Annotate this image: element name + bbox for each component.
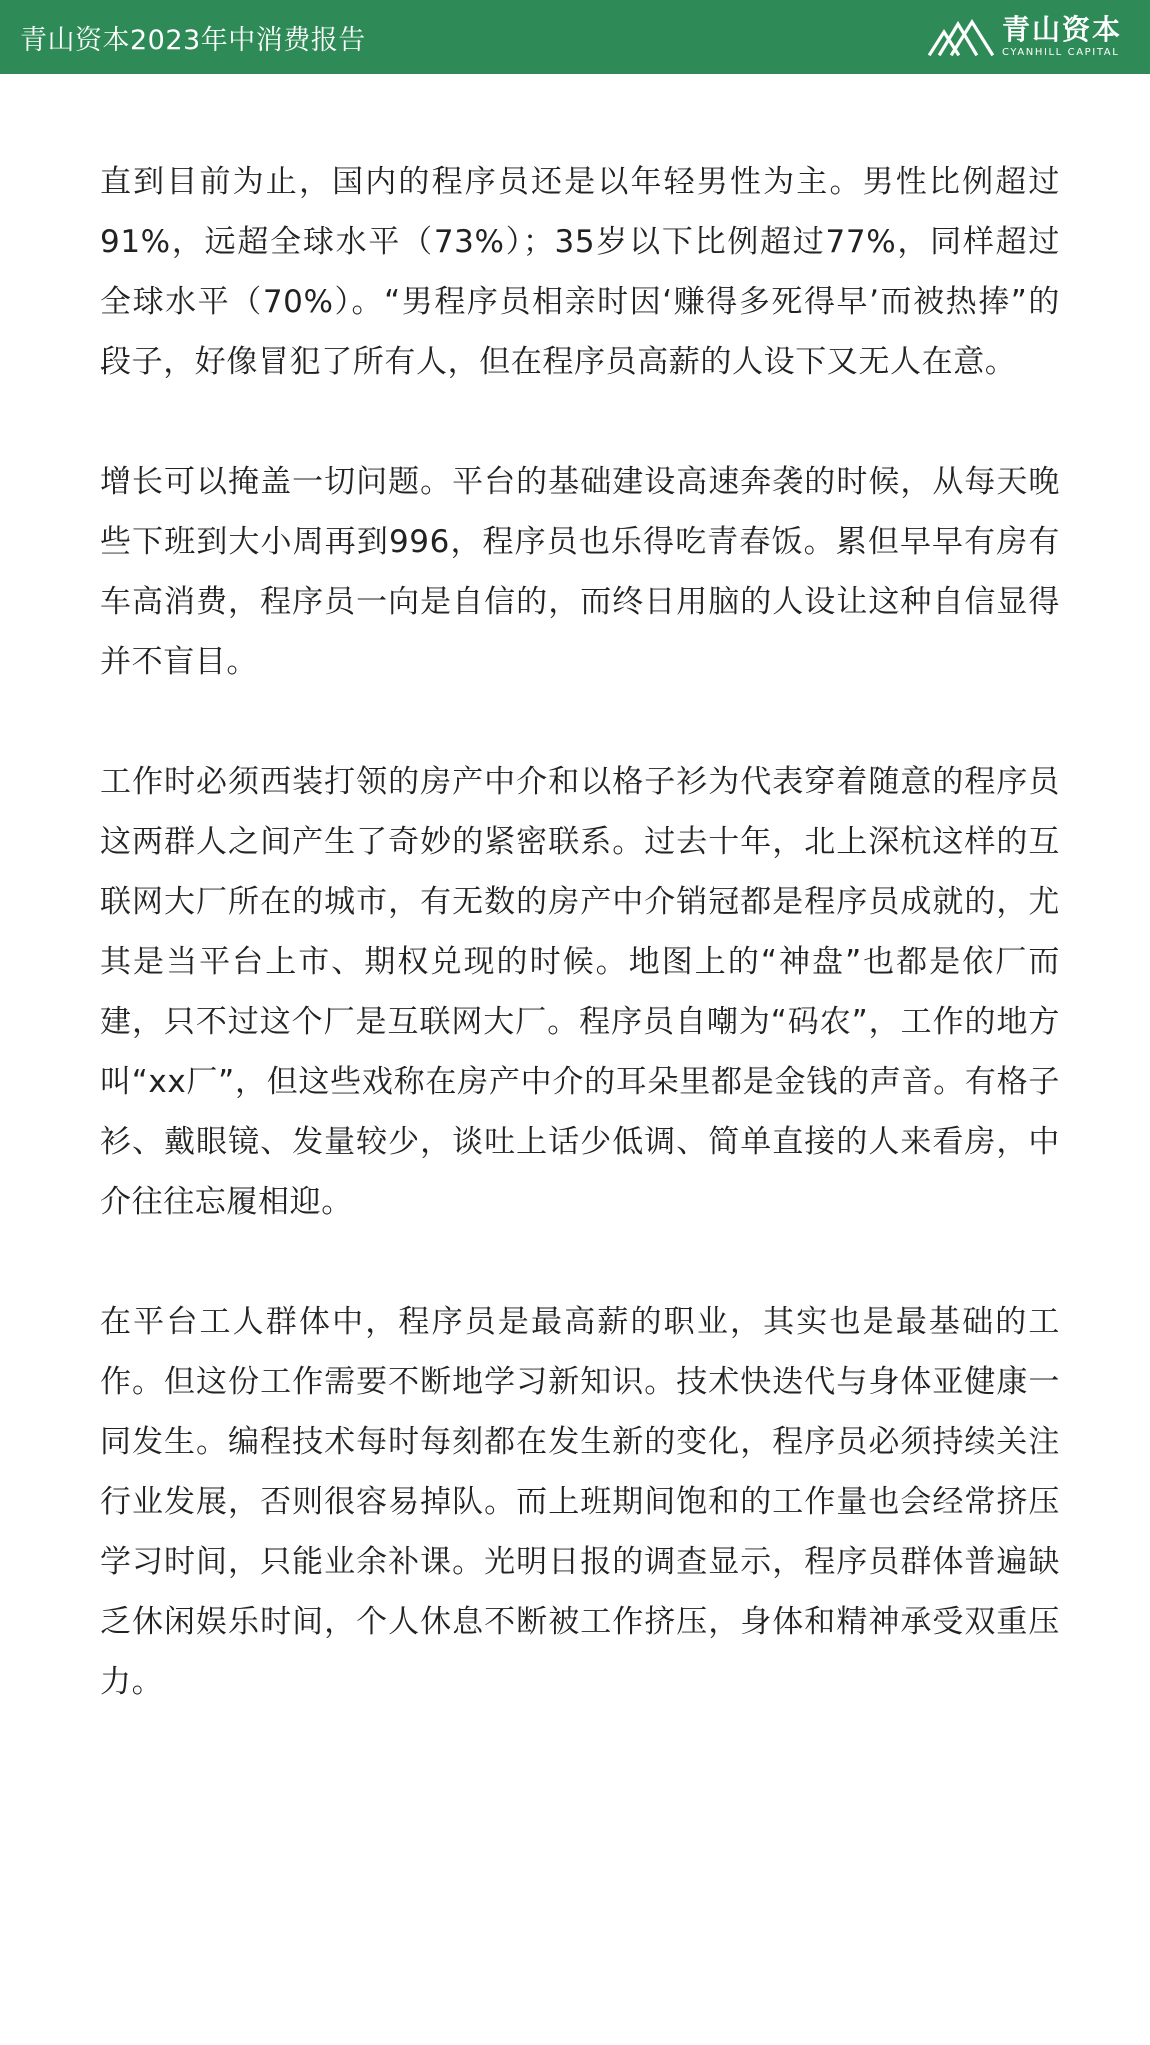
article-paragraph: 增长可以掩盖一切问题。平台的基础建设高速奔袭的时候，从每天晚些下班到大小周再到996，程序员也乐得吃青春饭。累但早早有房有车高消费，程序员一向是自信的，而终日用脑的人设让这种自信显得并不盲目。	[100, 464, 1060, 680]
brand-subtitle: CYANHILL CAPITAL	[1001, 47, 1120, 58]
article-paragraph: 直到目前为止，国内的程序员还是以年轻男性为主。男性比例超过91%，远超全球水平（73%）；35岁以下比例超过77%，同样超过全球水平（70%）。“男程序员相亲时因‘赚得多死得早’而被热捧”的段子，好像冒犯了所有人，但在程序员高薪的人设下又无人在意。	[100, 164, 1060, 380]
article-paragraph: 在平台工人群体中，程序员是最高薪的职业，其实也是最基础的工作。但这份工作需要不断地学习新知识。技术快迭代与身体亚健康一同发生。编程技术每时每刻都在发生新的变化，程序员必须持续关注行业发展，否则很容易掉队。而上班期间饱和的工作量也会经常挤压学习时间，只能业余补课。光明日报的调查显示，程序员群体普遍缺乏休闲娱乐时间，个人休息不断被工作挤压，身体和精神承受双重压力。	[100, 1304, 1060, 1700]
brand-name: 青山资本	[1001, 13, 1122, 46]
mountain-logo-icon	[928, 18, 994, 56]
brand-logo	[928, 13, 1122, 58]
report-header	[0, 0, 1150, 74]
report-title: 青山资本2023年中消费报告	[20, 24, 366, 56]
article-body	[100, 152, 1060, 1772]
article-paragraph: 工作时必须西装打领的房产中介和以格子衫为代表穿着随意的程序员这两群人之间产生了奇妙的紧密联系。过去十年，北上深杭这样的互联网大厂所在的城市，有无数的房产中介销冠都是程序员成就的，尤其是当平台上市、期权兑现的时候。地图上的“神盘”也都是依厂而建，只不过这个厂是互联网大厂。程序员自嘲为“码农”，工作的地方叫“xx厂”，但这些戏称在房产中介的耳朵里都是金钱的声音。有格子衫、戴眼镜、发量较少，谈吐上话少低调、简单直接的人来看房，中介往往忘履相迎。	[100, 764, 1060, 1220]
